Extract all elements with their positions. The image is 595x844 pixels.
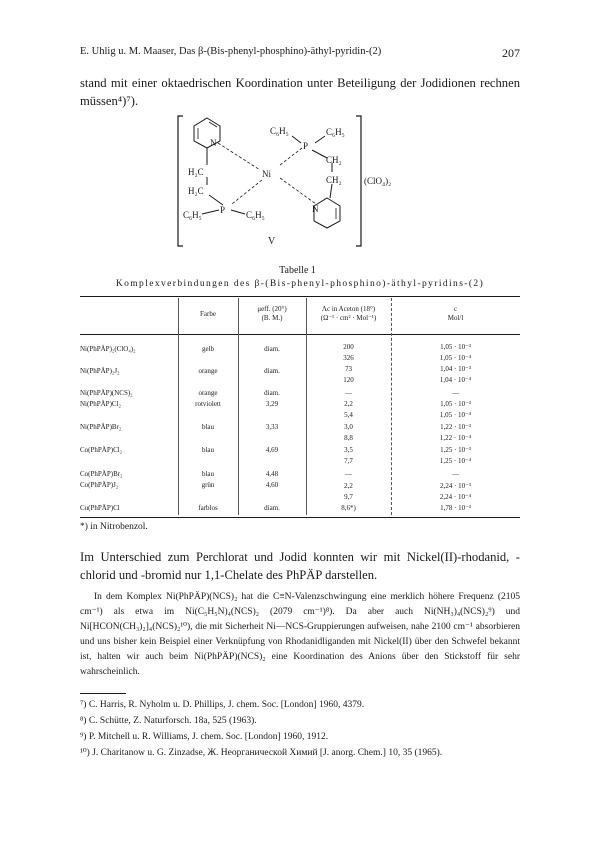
footnote: ⁷) C. Harris, R. Nyholm u. D. Phillips, J. chem. Soc. [London] 1960, 4379. (80, 700, 365, 710)
label-n-upper: N (210, 138, 217, 148)
table-title: Tabelle 1 (279, 265, 316, 276)
footnote: ⁹) P. Mitchell u. R. Williams, J. chem. Soc. [London] 1960, 1912. (80, 732, 329, 742)
label-p-upper: P (303, 141, 309, 151)
intro-text: stand mit einer oktaedrischen Koordination unter Beteiligung der Jodidionen rechnen müssen⁴)⁷). (80, 76, 520, 108)
running-title: E. Uhlig u. M. Maaser, Das β-(Bis-phenyl-phosphino)-äthyl-pyridin-(2) (80, 46, 382, 57)
right-bracket (356, 116, 361, 246)
left-bracket (178, 116, 183, 246)
table-row-compound: Ni(PhPÄP)(NCS)₂ (80, 389, 133, 397)
table-subtitle: Komplexverbindungen des β-(Bis-phenyl-phosphino)-äthyl-pyridins-(2) (115, 279, 485, 289)
label-c6h5-2: C₆H₅ (326, 127, 345, 137)
table-row-compound: Ni(PhPÄP)₂J₂ (80, 367, 120, 375)
compound-number: V (268, 236, 276, 247)
label-c6h5-1: C₆H₅ (270, 126, 289, 136)
header-mu: μeff. (20°) (B. M.) (257, 305, 287, 322)
table-row-compound: Cu(PhPÄP)Cl (80, 504, 120, 512)
page-number: 207 (502, 46, 520, 60)
footnote: ¹⁰) J. Charitanow u. G. Zinzadse, Ж. Неорганической Химий [J. anorg. Chem.] 10, 35 (1965). (80, 748, 443, 758)
label-c6h5-4: C₆H₅ (246, 210, 265, 220)
table-row-compound: Ni(PhPÄP)Br₂ (80, 423, 122, 431)
body-paragraph: In dem Komplex Ni(PhPÄP)(NCS)₂ hat die C≡N-Valenzschwingung eine merklich höhere Frequenz (2105 cm⁻¹) als etwa im Ni(C₅H₅N)₄(NCS)₂ (2079 cm⁻¹)⁸). Da aber auch Ni(NH₃)₄(NCS)₂⁹) und Ni[HCON(CH₃)₂]₄(NCS)₂¹⁰), die mit Sicherheit Ni—NCS-Gruppierungen aufweisen, nahe 2100 cm⁻¹ absorbieren und uns bisher kein Beispiel einer Verknüpfung von Rhodanidliganden mit Nickel(II) über den Schwefel bekannt ist, halten wir auch beim Ni(PhPÄP)(NCS)₂ eine Koordination des Anions über den Stickstoff für sehr wahrscheinlich. (80, 592, 520, 677)
table-row-compound: Ni(PhPÄP)Cl₂ (80, 400, 121, 408)
header-farbe: Farbe (200, 310, 216, 318)
table-note: *) in Nitrobenzol. (80, 522, 148, 532)
label-p-lower: P (220, 205, 226, 215)
table-row-compound: Ni(PhPÄP)₂(ClO₄)₂ (80, 345, 136, 353)
label-ni: Ni (262, 169, 271, 179)
table-row-compound: Co(PhPÄP)Br₂ (80, 470, 123, 478)
lead-paragraph: Im Unterschied zum Perchlorat und Jodid konnten wir mit Nickel(II)-rhodanid, -chlorid und -bromid nur 1,1-Chelate des PhPÄP darstellen. (80, 550, 520, 582)
running-header (80, 46, 520, 60)
label-c6h5-3: C₆H₅ (183, 210, 202, 220)
label-h2c-2: H₂C (188, 186, 204, 196)
table-row-compound: Co(PhPÄP)Cl₂ (80, 446, 123, 454)
label-h2c-1: H₂C (188, 167, 204, 177)
data-table: Farbe μeff. (20°) (B. M.) Λc in Aceton (18°) (Ω⁻¹ · cm² · Mol⁻¹) c Mol/l Ni(PhPÄP)₂(ClO₄)₂ gelb diam. 200 326 1,05 · 10⁻³ 1,05 · 10⁻⁴ Ni(PhPÄP)₂J₂ orange diam. 73 120 1,04 · 10⁻³ 1,04 · 10⁻⁴ Ni(PhPÄP)(NCS)₂ orange diam. — — Ni(PhPÄP)Cl₂ rotviolett 3,29 2,2 5,4 1,05 · 10⁻³ 1,05 · 10⁻⁴ Ni(PhPÄP)Br₂ blau 3,33 3,0 8,8 1,22 · 10⁻³ 1,22 · 10⁻⁴ Co(PhPÄP)Cl₂ blau 4,69 3,5 7,7 1,25 · 10⁻³ 1,25 · 10⁻⁴ Co(PhPÄP)Br₂ blau 4,48 — — Co(PhPÄP)J₂ grün 4,60 2,2 9,7 2,24 · 10⁻³ 2,24 · 10⁻⁴ Cu(PhPÄP)Cl farblos diam. 8,6*) 1,78 · 10⁻³ (80, 296, 520, 518)
label-counter-ion: (ClO₄)₂ (364, 176, 392, 186)
footnote: ⁸) C. Schütte, Z. Naturforsch. 18a, 525 (1963). (80, 716, 257, 726)
label-n-lower: N (312, 204, 319, 214)
table-row-compound: Co(PhPÄP)J₂ (80, 481, 119, 489)
header-c: c Mol/l (447, 305, 464, 322)
footnote-rule (80, 693, 126, 694)
label-ch2-1: CH₂ (326, 155, 342, 165)
structure-diagram-v (0, 114, 595, 250)
header-lambda: Λc in Aceton (18°) (Ω⁻¹ · cm² · Mol⁻¹) (320, 305, 377, 322)
label-ch2-2: CH₂ (326, 175, 342, 185)
